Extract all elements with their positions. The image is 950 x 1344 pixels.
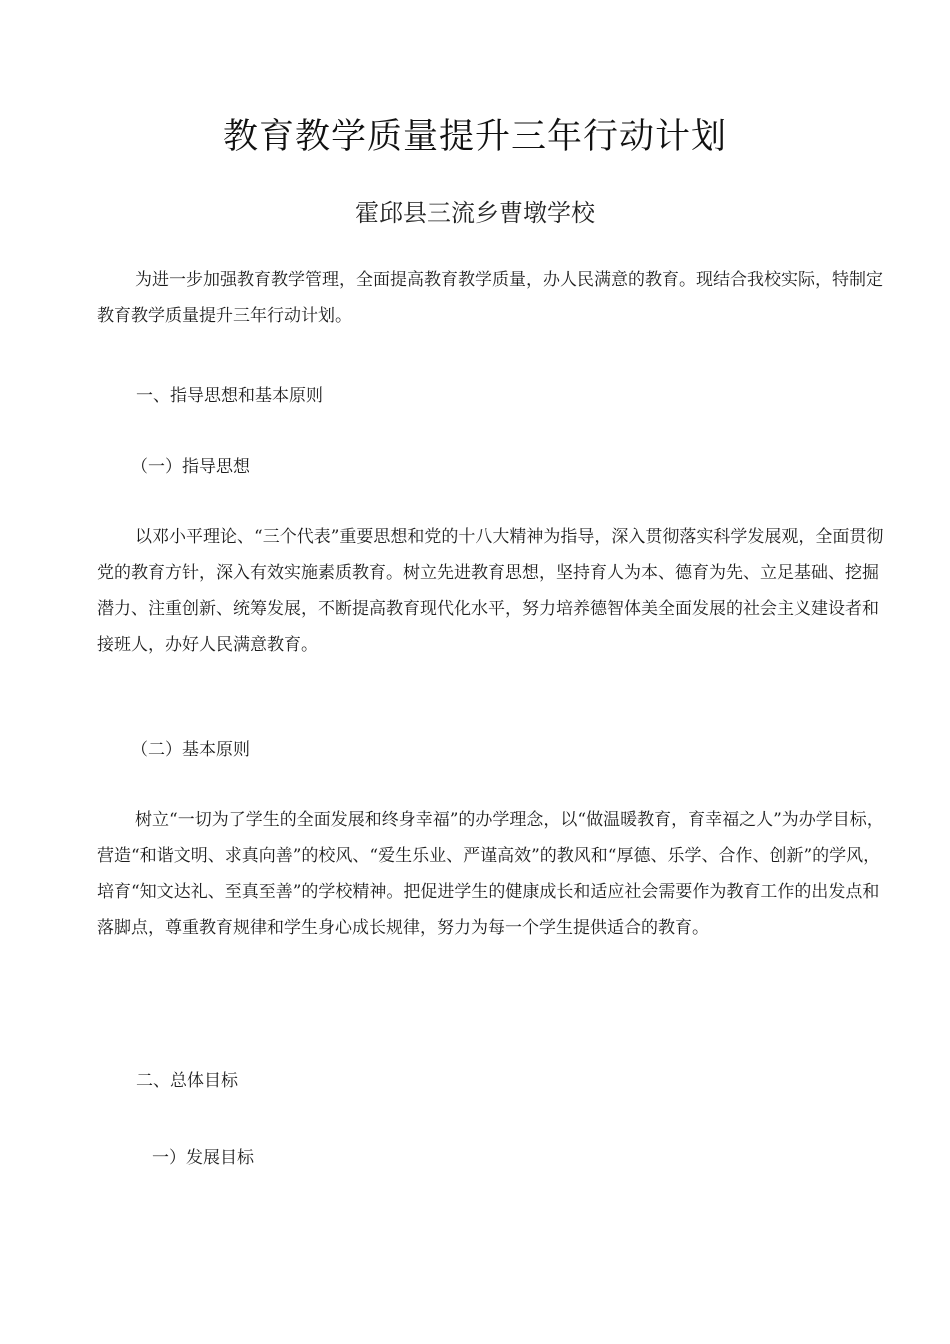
guiding-ideology-paragraph: 以邓小平理论、“三个代表”重要思想和党的十八大精神为指导，深入贯彻落实科学发展观，全面贯彻党的教育方针，深入有效实施素质教育。树立先进教育思想，坚持育人为本、德育为先、立足基础、挖掘潜力、注重创新、统筹发展，不断提高教育现代化水平，努力培养德智体美全面发展的社会主义建设者和接班人，办好人民满意教育。 (97, 527, 884, 655)
document-subtitle: 霍邱县三流乡曹墩学校 (355, 199, 595, 227)
section-heading-1: 一、指导思想和基本原则 (136, 386, 323, 406)
subsection-heading-1-1: （一）指导思想 (131, 457, 250, 477)
subsection-heading-2-1: 一）发展目标 (152, 1148, 254, 1168)
intro-paragraph: 为进一步加强教育教学管理，全面提高教育教学质量，办人民满意的教育。现结合我校实际，特制定教育教学质量提升三年行动计划。 (97, 270, 883, 326)
basic-principles-paragraph: 树立“一切为了学生的全面发展和终身幸福”的办学理念，以“做温暖教育，育幸福之人”为办学目标，营造“和谐文明、求真向善”的校风、“爱生乐业、严谨高效”的教风和“厚德、乐学、合作、创新”的学风，培育“知文达礼、至真至善”的学校精神。把促进学生的健康成长和适应社会需要作为教育工作的出发点和落脚点，尊重教育规律和学生身心成长规律，努力为每一个学生提供适合的教育。 (97, 810, 884, 938)
document-title: 教育教学质量提升三年行动计划 (222, 117, 727, 157)
section-heading-2: 二、总体目标 (136, 1071, 238, 1091)
subsection-heading-1-2: （二）基本原则 (131, 740, 250, 760)
